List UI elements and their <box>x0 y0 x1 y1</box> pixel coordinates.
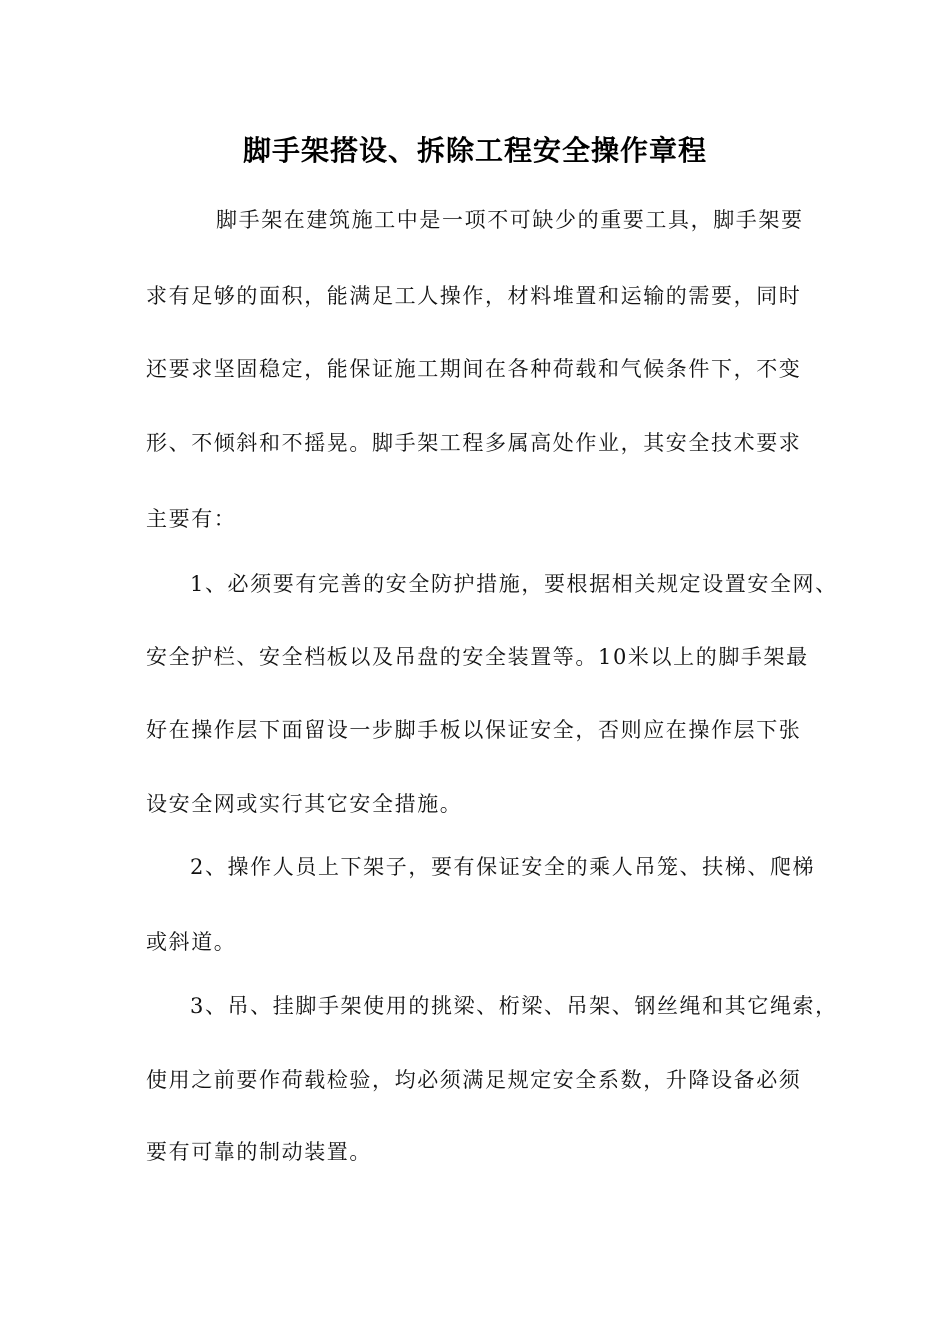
paragraph-line: 要有可靠的制动装置。 <box>146 1140 372 1164</box>
paragraph-line: 使用之前要作荷载检验，均必须满足规定安全系数，升降设备必须 <box>146 1068 802 1092</box>
paragraph-line: 安全护栏、安全档板以及吊盘的安全装置等。10米以上的脚手架最 <box>146 645 809 669</box>
paragraph-line: 形、不倾斜和不摇晃。脚手架工程多属高处作业，其安全技术要求 <box>146 431 802 455</box>
paragraph-line: 3、吊、挂脚手架使用的挑梁、桁梁、吊架、钢丝绳和其它绳索， <box>190 994 838 1018</box>
paragraph-line: 主要有： <box>146 507 237 531</box>
paragraph-line: 或斜道。 <box>146 930 237 954</box>
document-title: 脚手架搭设、拆除工程安全操作章程 <box>242 134 707 167</box>
paragraph-line: 求有足够的面积，能满足工人操作，材料堆置和运输的需要，同时 <box>146 284 802 308</box>
paragraph-line: 1、必须要有完善的安全防护措施，要根据相关规定设置安全网、 <box>190 572 838 596</box>
paragraph-line: 脚手架在建筑施工中是一项不可缺少的重要工具，脚手架要 <box>216 208 804 232</box>
paragraph-line: 还要求坚固稳定，能保证施工期间在各种荷载和气候条件下，不变 <box>146 357 802 381</box>
paragraph-line: 设安全网或实行其它安全措施。 <box>146 792 463 816</box>
paragraph-line: 2、操作人员上下架子，要有保证安全的乘人吊笼、扶梯、爬梯 <box>190 855 816 879</box>
paragraph-line: 好在操作层下面留设一步脚手板以保证安全，否则应在操作层下张 <box>146 718 802 742</box>
